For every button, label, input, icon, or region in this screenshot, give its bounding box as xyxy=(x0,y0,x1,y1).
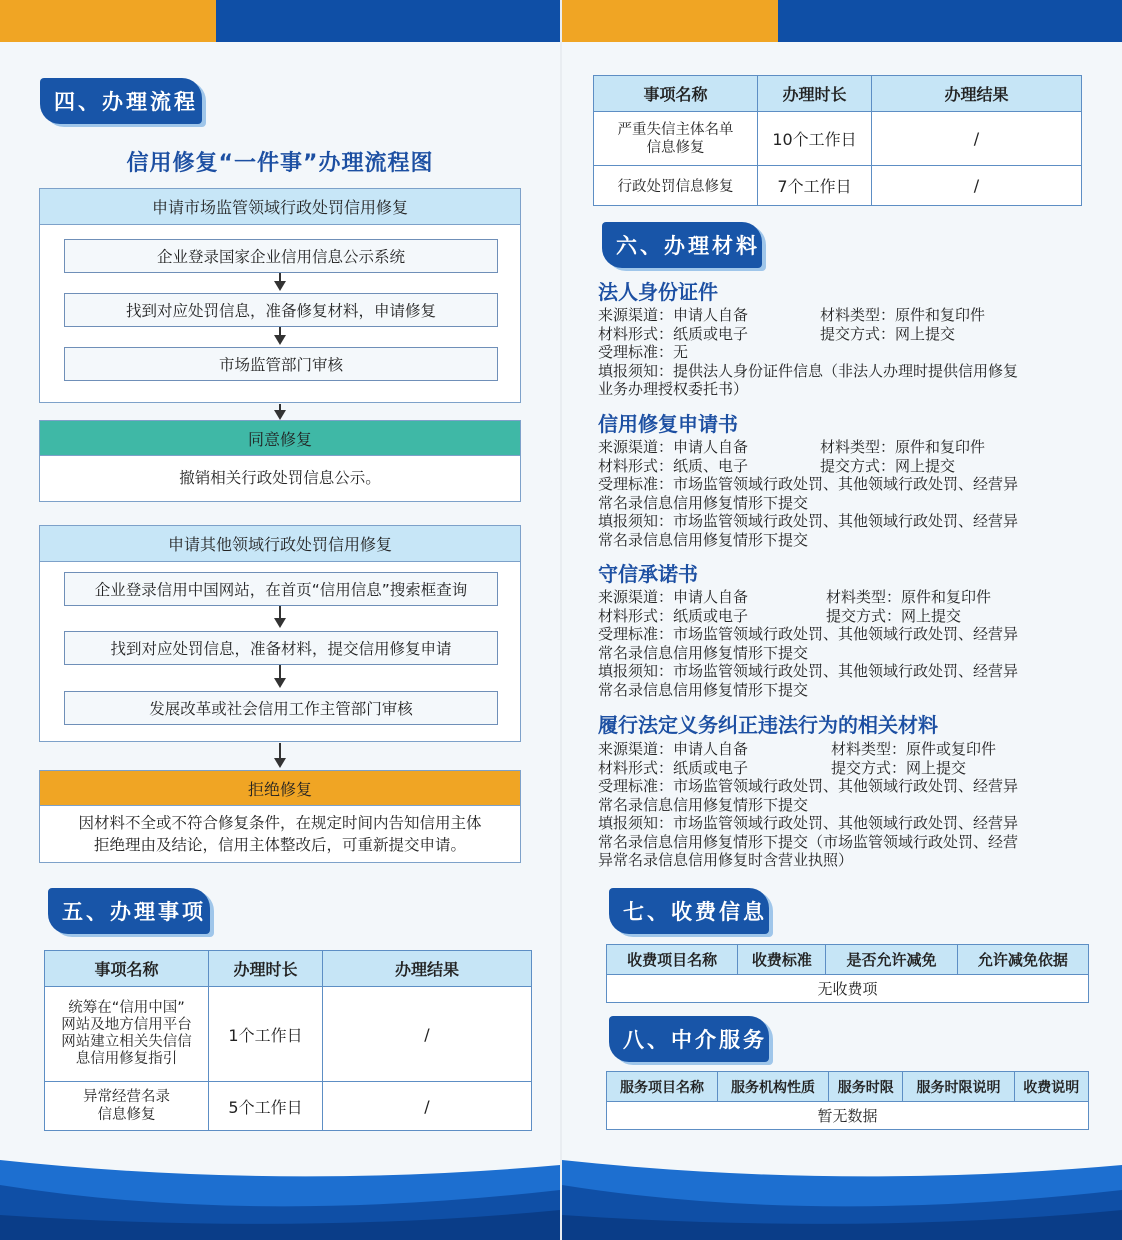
reject-text-line: 因材料不全或不符合修复条件，在规定时间内告知信用主体 xyxy=(78,813,482,832)
table-row xyxy=(594,166,1082,206)
items-table-right xyxy=(593,75,1082,206)
table-header: 办理时长 xyxy=(209,951,323,987)
flow-2-step-2: 找到对应处罚信息，准备材料，提交信用修复申请 xyxy=(64,631,498,665)
arrow-icon xyxy=(274,618,286,628)
section-5-label: 五、办理事项 xyxy=(48,888,210,934)
table-row xyxy=(45,987,532,1082)
arrow-icon xyxy=(274,410,286,420)
table-header: 服务机构性质 xyxy=(718,1072,829,1102)
table-cell-result: / xyxy=(323,1082,532,1131)
table-row xyxy=(594,112,1082,166)
table-cell-name: 行政处罚信息修复 xyxy=(594,166,758,206)
material-details: 来源渠道：申请人自备 材料类型：原件和复印件 材料形式：纸质或电子 提交方式：网上提交 受理标准：市场监管领域行政处罚、其他领域行政处罚、经营异 常名录信息信用修复情形下提交 填报须知：市场监管领域行政处罚、其他领域行政处罚、经营异 常名录信息信用修复情形下提交 xyxy=(598,588,1019,699)
fee-empty: 无收费项 xyxy=(607,975,1089,1003)
reject-text-line: 拒绝理由及结论，信用主体整改后，可重新提交申请。 xyxy=(93,835,466,854)
reject-label: 拒绝修复 xyxy=(40,771,520,805)
table-header: 是否允许减免 xyxy=(826,945,957,975)
table-cell-name: 异常经营名录 信息修复 xyxy=(45,1082,209,1131)
table-cell-time: 7个工作日 xyxy=(758,166,872,206)
service-empty: 暂无数据 xyxy=(607,1102,1089,1130)
arrow-icon xyxy=(274,758,286,768)
table-header: 收费标准 xyxy=(738,945,826,975)
table-header: 服务时限 xyxy=(829,1072,903,1102)
section-6-label: 六、办理材料 xyxy=(602,222,762,268)
table-header: 服务项目名称 xyxy=(607,1072,718,1102)
reject-text xyxy=(40,805,520,861)
flow-1-step-3: 市场监管部门审核 xyxy=(64,347,498,381)
right-panel xyxy=(562,0,1122,1240)
table-cell-name: 统筹在“信用中国” 网站及地方信用平台 网站建立相关失信信 息信用修复指引 xyxy=(45,987,209,1082)
material-details: 来源渠道：申请人自备 材料类型：原件或复印件 材料形式：纸质或电子 提交方式：网上提交 受理标准：市场监管领域行政处罚、其他领域行政处罚、经营异 常名录信息信用修复情形下提交 填报须知：市场监管领域行政处罚、其他领域行政处罚、经营异 常名录信息信用修复情形下提交（市场监管领域行政处罚、经营 异常名录信息信用修复时含营业执照） xyxy=(598,740,1019,869)
table-cell-result: / xyxy=(323,987,532,1082)
bottom-wave xyxy=(562,1130,1122,1240)
material-title: 信用修复申请书 xyxy=(598,412,738,436)
table-header: 办理结果 xyxy=(323,951,532,987)
table-cell-time: 5个工作日 xyxy=(209,1082,323,1131)
fee-table xyxy=(606,944,1089,1003)
table-cell-name: 严重失信主体名单 信息修复 xyxy=(594,112,758,166)
flow-1-step-2: 找到对应处罚信息，准备修复材料，申请修复 xyxy=(64,293,498,327)
material-title: 法人身份证件 xyxy=(598,280,718,304)
flow-1-step-1: 企业登录国家企业信用信息公示系统 xyxy=(64,239,498,273)
flow-2-header: 申请其他领域行政处罚信用修复 xyxy=(40,526,520,562)
left-panel xyxy=(0,0,560,1240)
material-title: 守信承诺书 xyxy=(598,562,698,586)
material-title: 履行法定义务纠正违法行为的相关材料 xyxy=(598,713,938,737)
table-cell-result: / xyxy=(872,166,1082,206)
flow-1-header: 申请市场监管领域行政处罚信用修复 xyxy=(40,189,520,225)
flow-2-step-3: 发展改革或社会信用工作主管部门审核 xyxy=(64,691,498,725)
section-8-label: 八、中介服务 xyxy=(609,1016,769,1062)
bottom-wave xyxy=(0,1130,560,1240)
items-table-left xyxy=(44,950,532,1131)
service-table xyxy=(606,1071,1089,1130)
flow-title: 信用修复“一件事”办理流程图 xyxy=(126,151,434,176)
table-cell-result: / xyxy=(872,112,1082,166)
arrow-icon xyxy=(274,281,286,291)
table-header: 办理时长 xyxy=(758,76,872,112)
material-details: 来源渠道：申请人自备 材料类型：原件和复印件 材料形式：纸质或电子 提交方式：网上提交 受理标准：无 填报须知：提供法人身份证件信息（非法人办理时提供信用修复 业务办理授权委托书） xyxy=(598,306,1019,398)
material-details: 来源渠道：申请人自备 材料类型：原件和复印件 材料形式：纸质、电子 提交方式：网上提交 受理标准：市场监管领域行政处罚、其他领域行政处罚、经营异 常名录信息信用修复情形下提交 填报须知：市场监管领域行政处罚、其他领域行政处罚、经营异 常名录信息信用修复情形下提交 xyxy=(598,438,1019,549)
section-4-label: 四、办理流程 xyxy=(40,78,202,124)
reject-box xyxy=(39,770,521,863)
table-header: 收费说明 xyxy=(1014,1072,1089,1102)
table-cell-time: 10个工作日 xyxy=(758,112,872,166)
table-header: 服务时限说明 xyxy=(903,1072,1014,1102)
section-7-label: 七、收费信息 xyxy=(609,888,769,934)
table-cell-time: 1个工作日 xyxy=(209,987,323,1082)
arrow-icon xyxy=(274,335,286,345)
flow-2-box xyxy=(39,525,521,742)
table-header: 办理结果 xyxy=(872,76,1082,112)
top-bar xyxy=(0,0,560,42)
arrow-icon xyxy=(274,678,286,688)
top-bar xyxy=(562,0,1122,42)
agree-box xyxy=(39,420,521,502)
agree-text: 撤销相关行政处罚信息公示。 xyxy=(40,455,520,500)
table-header: 事项名称 xyxy=(45,951,209,987)
table-header: 收费项目名称 xyxy=(607,945,738,975)
table-row xyxy=(45,1082,532,1131)
table-header: 允许减免依据 xyxy=(957,945,1088,975)
flow-2-step-1: 企业登录信用中国网站，在首页“信用信息”搜索框查询 xyxy=(64,572,498,606)
agree-label: 同意修复 xyxy=(40,421,520,455)
flow-1-box xyxy=(39,188,521,403)
table-header: 事项名称 xyxy=(594,76,758,112)
